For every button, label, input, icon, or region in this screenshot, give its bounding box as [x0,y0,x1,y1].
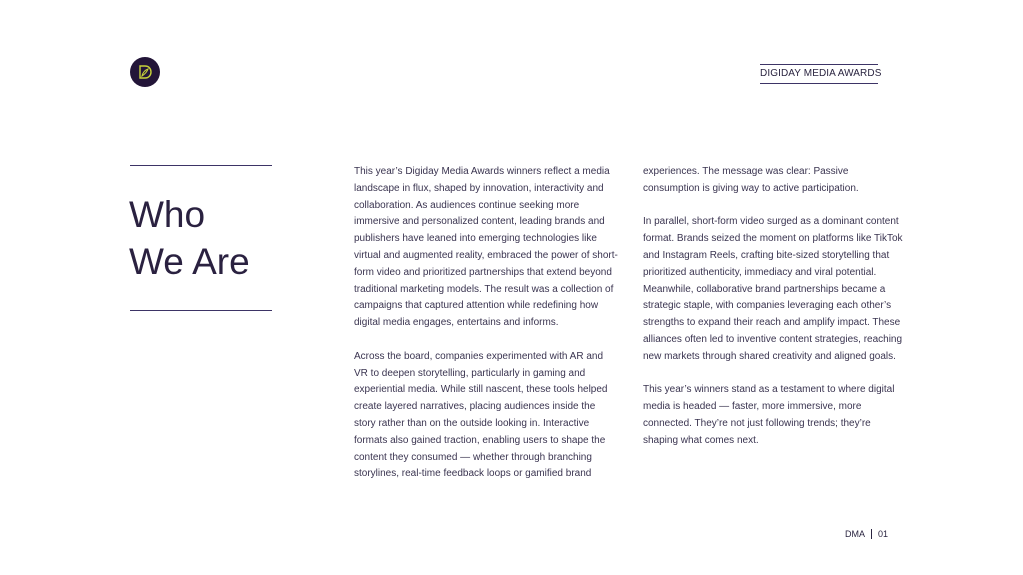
body-column-left [354,164,619,500]
paragraph: In parallel, short-form video surged as a dominant content format. Brands seized the moment on platforms like TikTok and Instagram Reels, crafting bite-sized storytelling that prioritized authenticity, immediacy and viral potential. Meanwhile, collaborative brand partnerships became a strategic staple, with companies leveraging each other’s strengths to expand their reach and amplify impact. These alliances often led to inventive content strategies, reaching new markets through shared creativity and aligned goals. [643,216,903,362]
leaf-icon [136,63,154,81]
section-label: DIGIDAY MEDIA AWARDS [760,64,878,84]
digiday-logo-icon [130,57,160,87]
paragraph: This year’s Digiday Media Awards winners reflect a media landscape in flux, shaped by innovation, interactivity and collaboration. As audiences continue seeking more immersive and personalized content, leading brands and publishers have leaned into emerging technologies like virtual and augmented reality, embraced the power of short-form video and prioritized partnerships that extend beyond traditional marketing models. The result was a collection of campaigns that captured attention while redefining how digital media engages, entertains and informs. [354,166,618,329]
page-footer [845,529,888,539]
footer-brand: DMA [845,529,865,539]
page-title-line-2: We Are [129,241,250,282]
paragraph: This year’s winners stand as a testament to where digital media is headed — faster, more immersive, more connected. They’re not just following trends; they’re shaping what comes next. [643,384,895,446]
title-rule-bottom [130,310,272,311]
body-column-right [643,164,905,466]
page-title-line-1: Who [129,194,206,235]
footer-divider [871,529,872,539]
paragraph: Across the board, companies experimented with AR and VR to deepen storytelling, particularly in gaming and experiential media. While still nascent, these tools helped create layered narratives, placing audiences inside the story rather than on the outside looking in. Interactive formats also gained traction, enabling users to shape the content they consumed — whether through branching storylines, real-time feedback loops or gamified brand [354,350,608,480]
paragraph: experiences. The message was clear: Passive consumption is giving way to active participation. [643,166,859,194]
page-title [129,191,250,285]
page-number: 01 [878,529,889,539]
title-rule-top [130,165,272,166]
